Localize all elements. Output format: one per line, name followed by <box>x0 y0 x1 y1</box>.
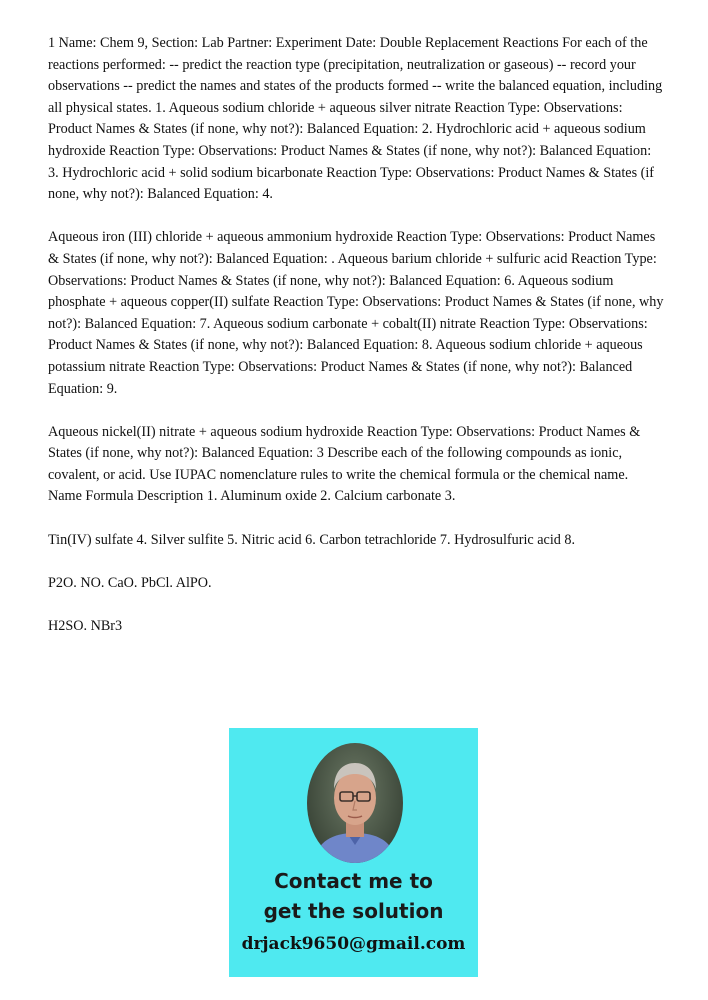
paragraph: P2O. NO. CaO. PbCl. AlPO. <box>48 574 212 591</box>
ad-headline-line-1: Contact me to <box>274 869 433 893</box>
contact-email[interactable]: drjack9650@gmail.com <box>241 934 466 954</box>
person-portrait-icon <box>307 743 403 863</box>
paragraph: 1 Name: Chem 9, Section: Lab Partner: Experiment Date: Double Replacement Reactions For each of the reactions performed: -- predict the reaction type (precipitation, neutralization or gaseous) -- record your observations -- predict the names and states of the products formed -- write the balanced equation, including all physical states. 1. Aqueous sodium chloride + aqueous silver nitrate Reaction Type: Observations: Product Names & States (if none, why not?): Balanced Equation: 2. Hydrochloric acid + aqueous sodium hydroxide Reaction Type: Observations: Product Names & States (if none, why not?): Balanced Equation: 3. Hydrochloric acid + solid sodium bicarbonate Reaction Type: Observations: Product Names & States (if none, why not?): Balanced Equation: 4. <box>48 35 663 203</box>
ad-headline-line-2: get the solution <box>263 899 444 923</box>
paragraph: Aqueous nickel(II) nitrate + aqueous sodium hydroxide Reaction Type: Observations: Product Names & States (if none, why not?): Balanced Equation: 3 Describe each of the following compounds as ionic, covalent, or acid. Use IUPAC nomenclature rules to write the chemical formula or the chemical name. Name Formula Description 1. Aluminum oxide 2. Calcium carbonate 3. <box>48 423 641 505</box>
paragraph: Aqueous iron (III) chloride + aqueous ammonium hydroxide Reaction Type: Observations: Product Names & States (if none, why not?): Balanced Equation: . Aqueous barium chloride + sulfuric acid Reaction Type: Observations: Product Names & States (if none, why not?): Balanced Equation: 6. Aqueous sodium phosphate + aqueous copper(II) sulfate Reaction Type: Observations: Product Names & States (if none, why not?): Balanced Equation: 7. Aqueous sodium carbonate + cobalt(II) nitrate Reaction Type: Observations: Product Names & States (if none, why not?): Balanced Equation: 8. Aqueous sodium chloride + aqueous potassium nitrate Reaction Type: Observations: Product Names & States (if none, why not?): Balanced Equation: 9. <box>48 229 664 397</box>
paragraph: H2SO. NBr3 <box>48 618 123 635</box>
paragraph: Tin(IV) sulfate 4. Silver sulfite 5. Nitric acid 6. Carbon tetrachloride 7. Hydrosulfuric acid 8. <box>48 531 576 548</box>
document-body <box>48 33 664 659</box>
contact-ad-banner[interactable] <box>229 728 478 977</box>
portrait-photo <box>307 743 403 863</box>
